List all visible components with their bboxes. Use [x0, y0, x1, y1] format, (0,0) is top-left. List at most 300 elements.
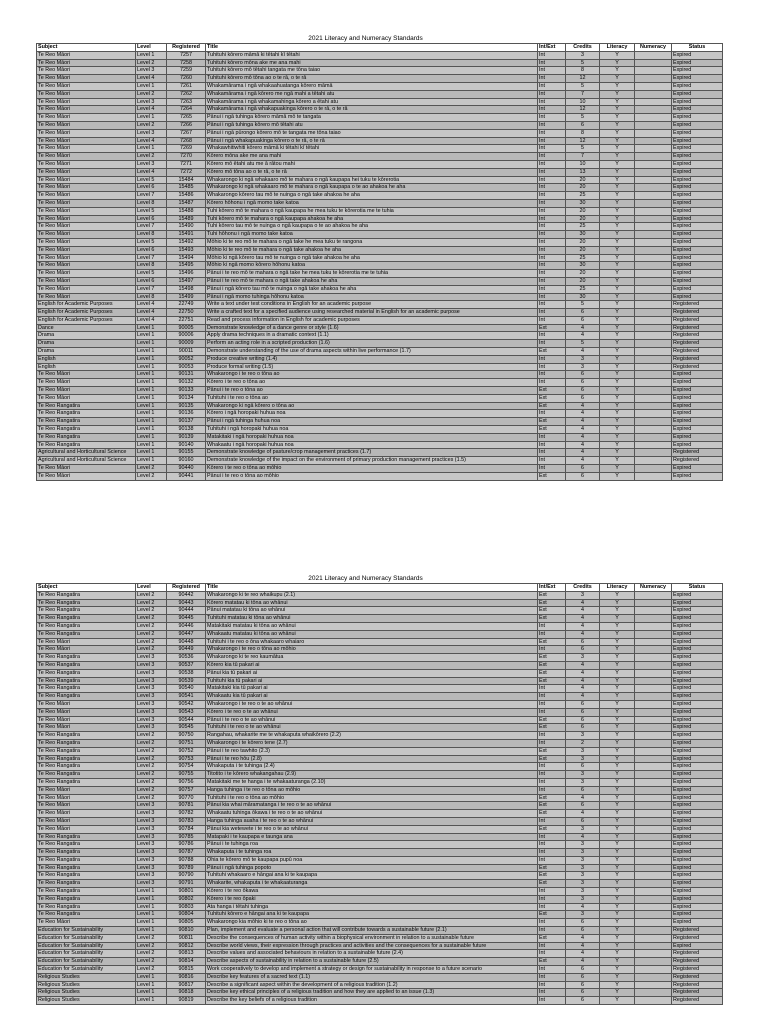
- cell-level: Level 1: [136, 355, 167, 363]
- table-row: [37, 911, 723, 919]
- cell-registered: 90542: [167, 700, 206, 708]
- cell-numeracy: [635, 934, 672, 942]
- cell-subject: Te Reo Māori: [37, 472, 136, 480]
- cell-literacy: Y: [600, 145, 635, 153]
- cell-status: Expired: [672, 747, 723, 755]
- cell-subject: Te Reo Rangatira: [37, 864, 136, 872]
- cell-literacy: Y: [600, 82, 635, 90]
- cell-credits: 6: [566, 465, 600, 473]
- cell-status: Expired: [672, 207, 723, 215]
- cell-registered: 7268: [167, 137, 206, 145]
- cell-status: Expired: [672, 285, 723, 293]
- cell-registered: 15485: [167, 184, 206, 192]
- cell-subject: Education for Sustainability: [37, 966, 136, 974]
- cell-literacy: Y: [600, 309, 635, 317]
- cell-status: Expired: [672, 137, 723, 145]
- cell-subject: Te Reo Rangatira: [37, 872, 136, 880]
- cell-status: Expired: [672, 763, 723, 771]
- cell-literacy: Y: [600, 950, 635, 958]
- cell-title: Pānui matatau ki tōna ao whānui: [206, 607, 538, 615]
- cell-status: Expired: [672, 607, 723, 615]
- cell-registered: 90538: [167, 669, 206, 677]
- cell-registered: 90011: [167, 348, 206, 356]
- table-row: [37, 771, 723, 779]
- cell-title: Whakarongo i te reo o tōna ao: [206, 371, 538, 379]
- cell-numeracy: [635, 223, 672, 231]
- cell-credits: 4: [566, 433, 600, 441]
- cell-numeracy: [635, 293, 672, 301]
- cell-credits: 4: [566, 942, 600, 950]
- cell-status: Expired: [672, 942, 723, 950]
- cell-numeracy: [635, 316, 672, 324]
- cell-subject: Te Reo Māori: [37, 646, 136, 654]
- cell-registered: 90131: [167, 371, 206, 379]
- cell-literacy: Y: [600, 888, 635, 896]
- cell-registered: 90543: [167, 708, 206, 716]
- cell-level: Level 3: [136, 810, 167, 818]
- table-row: [37, 763, 723, 771]
- cell-int-ext: Int: [538, 771, 566, 779]
- cell-subject: Te Reo Māori: [37, 465, 136, 473]
- cell-numeracy: [635, 888, 672, 896]
- cell-level: Level 2: [136, 646, 167, 654]
- cell-status: Registered: [672, 309, 723, 317]
- cell-subject: Te Reo Māori: [37, 145, 136, 153]
- cell-numeracy: [635, 708, 672, 716]
- table-row: [37, 379, 723, 387]
- cell-subject: Te Reo Rangatira: [37, 833, 136, 841]
- cell-subject: Te Reo Māori: [37, 215, 136, 223]
- cell-registered: 90052: [167, 355, 206, 363]
- cell-credits: 4: [566, 607, 600, 615]
- cell-literacy: Y: [600, 903, 635, 911]
- cell-registered: 90754: [167, 763, 206, 771]
- cell-status: Expired: [672, 685, 723, 693]
- cell-credits: 3: [566, 895, 600, 903]
- cell-literacy: Y: [600, 989, 635, 997]
- cell-title: Tuhituhi kōrero e hāngai ana ki te kaupapa: [206, 911, 538, 919]
- cell-status: Expired: [672, 262, 723, 270]
- cell-credits: 6: [566, 379, 600, 387]
- cell-subject: Te Reo Rangatira: [37, 763, 136, 771]
- cell-int-ext: Int: [538, 223, 566, 231]
- cell-title: Describe the consequences of human activity within a biophysical environment in relation to a sustainable future: [206, 934, 538, 942]
- cell-numeracy: [635, 911, 672, 919]
- cell-credits: 7: [566, 153, 600, 161]
- table-row: [37, 402, 723, 410]
- table-row: [37, 747, 723, 755]
- cell-numeracy: [635, 685, 672, 693]
- cell-int-ext: Int: [538, 82, 566, 90]
- cell-title: Kōrero i te reo o tōna ao: [206, 379, 538, 387]
- cell-title: Whakamārama i ngā whakaahuatanga kōrero māmā: [206, 82, 538, 90]
- cell-literacy: Y: [600, 677, 635, 685]
- cell-level: Level 1: [136, 114, 167, 122]
- cell-credits: 30: [566, 262, 600, 270]
- cell-level: Level 1: [136, 348, 167, 356]
- table-row: [37, 67, 723, 75]
- cell-title: Kōrero i te reo o tōna ao mōhio: [206, 465, 538, 473]
- cell-numeracy: [635, 418, 672, 426]
- cell-int-ext: Ext: [538, 934, 566, 942]
- cell-level: Level 6: [136, 277, 167, 285]
- cell-int-ext: Int: [538, 646, 566, 654]
- cell-numeracy: [635, 332, 672, 340]
- cell-status: Registered: [672, 332, 723, 340]
- cell-int-ext: Int: [538, 293, 566, 301]
- cell-int-ext: Int: [538, 778, 566, 786]
- cell-int-ext: Ext: [538, 591, 566, 599]
- cell-level: Level 1: [136, 895, 167, 903]
- cell-level: Level 3: [136, 724, 167, 732]
- cell-registered: 90440: [167, 465, 206, 473]
- table-row: [37, 841, 723, 849]
- cell-int-ext: Int: [538, 465, 566, 473]
- cell-level: Level 2: [136, 607, 167, 615]
- cell-int-ext: Int: [538, 160, 566, 168]
- cell-registered: 90817: [167, 981, 206, 989]
- cell-literacy: Y: [600, 973, 635, 981]
- cell-registered: 7270: [167, 153, 206, 161]
- cell-registered: 90783: [167, 817, 206, 825]
- cell-status: Expired: [672, 153, 723, 161]
- cell-literacy: Y: [600, 363, 635, 371]
- table-row: [37, 981, 723, 989]
- cell-level: Level 2: [136, 786, 167, 794]
- cell-status: Expired: [672, 638, 723, 646]
- cell-credits: 6: [566, 802, 600, 810]
- cell-int-ext: Int: [538, 192, 566, 200]
- cell-subject: Te Reo Māori: [37, 708, 136, 716]
- cell-registered: 90446: [167, 622, 206, 630]
- cell-int-ext: Ext: [538, 387, 566, 395]
- table-row: [37, 693, 723, 701]
- cell-literacy: Y: [600, 786, 635, 794]
- cell-credits: 5: [566, 340, 600, 348]
- cell-registered: 90445: [167, 615, 206, 623]
- cell-credits: 3: [566, 841, 600, 849]
- cell-level: Level 7: [136, 192, 167, 200]
- cell-credits: 20: [566, 270, 600, 278]
- table-row: [37, 934, 723, 942]
- cell-literacy: Y: [600, 316, 635, 324]
- cell-level: Level 3: [136, 833, 167, 841]
- column-header-status: Status: [672, 584, 723, 592]
- cell-status: Expired: [672, 654, 723, 662]
- cell-title: Whakarongo ki te reo kaumātua: [206, 654, 538, 662]
- cell-title: Pānui i ngā tuhinga huhua noa: [206, 418, 538, 426]
- cell-int-ext: Int: [538, 989, 566, 997]
- cell-literacy: Y: [600, 457, 635, 465]
- table-row: [37, 591, 723, 599]
- cell-title: Pānui i ngā pūrongo kōrero mō te tangata me tōna taiao: [206, 129, 538, 137]
- cell-subject: Drama: [37, 340, 136, 348]
- cell-title: Pānui i te reo mō te mahara o ngā take ahakoa he aha: [206, 277, 538, 285]
- cell-literacy: Y: [600, 646, 635, 654]
- cell-title: Pānui i ngā tuhinga kōrero mō tētahi atu: [206, 121, 538, 129]
- table-row: [37, 856, 723, 864]
- cell-status: Registered: [672, 355, 723, 363]
- cell-int-ext: Int: [538, 106, 566, 114]
- cell-title: Demonstrate knowledge of a dance genre or style (1.6): [206, 324, 538, 332]
- cell-title: Whakarongo i te kōrero tene (2.7): [206, 739, 538, 747]
- cell-title: Pānui i ngā whakapuakinga kōrero o te rā, o te rā: [206, 137, 538, 145]
- cell-numeracy: [635, 75, 672, 83]
- cell-int-ext: Int: [538, 942, 566, 950]
- cell-credits: 20: [566, 246, 600, 254]
- cell-credits: 6: [566, 919, 600, 927]
- table-row: [37, 137, 723, 145]
- cell-subject: Te Reo Rangatira: [37, 778, 136, 786]
- cell-status: Expired: [672, 231, 723, 239]
- cell-title: Whakaputa i te tuhinga roa: [206, 849, 538, 857]
- table-row: [37, 927, 723, 935]
- cell-credits: 4: [566, 833, 600, 841]
- table-row: [37, 950, 723, 958]
- cell-title: Pānui i te reo o te ao whānui: [206, 716, 538, 724]
- cell-credits: 3: [566, 825, 600, 833]
- cell-literacy: Y: [600, 771, 635, 779]
- cell-level: Level 1: [136, 410, 167, 418]
- table-row: [37, 638, 723, 646]
- cell-literacy: Y: [600, 763, 635, 771]
- cell-subject: Te Reo Rangatira: [37, 669, 136, 677]
- cell-level: Level 3: [136, 669, 167, 677]
- cell-status: Registered: [672, 927, 723, 935]
- cell-int-ext: Int: [538, 59, 566, 67]
- cell-subject: Te Reo Māori: [37, 137, 136, 145]
- cell-status: Expired: [672, 841, 723, 849]
- cell-registered: 90752: [167, 747, 206, 755]
- cell-status: Expired: [672, 145, 723, 153]
- cell-registered: 15499: [167, 293, 206, 301]
- table-row: [37, 903, 723, 911]
- cell-registered: 90757: [167, 786, 206, 794]
- cell-int-ext: Int: [538, 371, 566, 379]
- cell-credits: 3: [566, 771, 600, 779]
- cell-status: Expired: [672, 387, 723, 395]
- cell-status: Expired: [672, 472, 723, 480]
- cell-numeracy: [635, 433, 672, 441]
- cell-literacy: Y: [600, 371, 635, 379]
- cell-title: Describe world views, their expression through practices and activities and the consequences for a sustainable future: [206, 942, 538, 950]
- cell-credits: 6: [566, 716, 600, 724]
- table-row: [37, 457, 723, 465]
- cell-registered: 90442: [167, 591, 206, 599]
- cell-numeracy: [635, 340, 672, 348]
- cell-numeracy: [635, 997, 672, 1005]
- cell-level: Level 1: [136, 989, 167, 997]
- cell-literacy: Y: [600, 410, 635, 418]
- cell-int-ext: Ext: [538, 402, 566, 410]
- table-row: [37, 810, 723, 818]
- cell-registered: 7264: [167, 106, 206, 114]
- cell-registered: 15498: [167, 285, 206, 293]
- cell-credits: 2: [566, 739, 600, 747]
- table-row: [37, 129, 723, 137]
- cell-level: Level 8: [136, 262, 167, 270]
- cell-credits: 13: [566, 168, 600, 176]
- cell-registered: 90805: [167, 919, 206, 927]
- cell-int-ext: Int: [538, 238, 566, 246]
- cell-numeracy: [635, 856, 672, 864]
- cell-int-ext: Ext: [538, 654, 566, 662]
- cell-registered: 90819: [167, 997, 206, 1005]
- cell-credits: 4: [566, 402, 600, 410]
- cell-credits: 4: [566, 599, 600, 607]
- cell-registered: 90811: [167, 934, 206, 942]
- cell-numeracy: [635, 607, 672, 615]
- table-row: [37, 622, 723, 630]
- cell-int-ext: Int: [538, 262, 566, 270]
- cell-registered: 90140: [167, 441, 206, 449]
- cell-status: Expired: [672, 433, 723, 441]
- table-row: [37, 121, 723, 129]
- column-header-level: Level: [136, 44, 167, 52]
- cell-status: Expired: [672, 238, 723, 246]
- cell-numeracy: [635, 747, 672, 755]
- cell-int-ext: Int: [538, 67, 566, 75]
- cell-int-ext: Ext: [538, 418, 566, 426]
- cell-int-ext: Int: [538, 441, 566, 449]
- cell-int-ext: Int: [538, 786, 566, 794]
- cell-subject: Te Reo Māori: [37, 121, 136, 129]
- cell-literacy: Y: [600, 238, 635, 246]
- cell-literacy: Y: [600, 137, 635, 145]
- cell-credits: 12: [566, 75, 600, 83]
- cell-title: Hanga tuhinga i te reo o tōna ao mōhio: [206, 786, 538, 794]
- cell-literacy: Y: [600, 67, 635, 75]
- cell-subject: Te Reo Māori: [37, 153, 136, 161]
- cell-literacy: Y: [600, 160, 635, 168]
- cell-literacy: Y: [600, 355, 635, 363]
- cell-numeracy: [635, 989, 672, 997]
- cell-status: Registered: [672, 348, 723, 356]
- table-row: [37, 199, 723, 207]
- table-row: [37, 615, 723, 623]
- cell-subject: Te Reo Māori: [37, 184, 136, 192]
- cell-numeracy: [635, 394, 672, 402]
- cell-status: Expired: [672, 184, 723, 192]
- table-row: [37, 441, 723, 449]
- standards-table: [36, 583, 723, 1005]
- cell-credits: 30: [566, 293, 600, 301]
- table-row: [37, 654, 723, 662]
- cell-literacy: Y: [600, 394, 635, 402]
- cell-registered: 7261: [167, 82, 206, 90]
- cell-literacy: Y: [600, 817, 635, 825]
- cell-title: Kōrero mō ētahi atu me ā rātou mahi: [206, 160, 538, 168]
- cell-literacy: Y: [600, 340, 635, 348]
- cell-subject: Te Reo Rangatira: [37, 677, 136, 685]
- cell-status: Registered: [672, 316, 723, 324]
- cell-int-ext: Ext: [538, 880, 566, 888]
- cell-level: Level 2: [136, 615, 167, 623]
- table-row: [37, 215, 723, 223]
- cell-title: Tuhi kōrero tau mō te nuinga o ngā kaupapa o te ao ahakoa he aha: [206, 223, 538, 231]
- cell-registered: 7258: [167, 59, 206, 67]
- cell-numeracy: [635, 872, 672, 880]
- cell-registered: 90139: [167, 433, 206, 441]
- cell-credits: 6: [566, 724, 600, 732]
- cell-status: Registered: [672, 973, 723, 981]
- cell-numeracy: [635, 379, 672, 387]
- cell-status: Expired: [672, 160, 723, 168]
- table-row: [37, 262, 723, 270]
- table-row: [37, 732, 723, 740]
- cell-level: Level 1: [136, 324, 167, 332]
- cell-status: Expired: [672, 293, 723, 301]
- cell-level: Level 1: [136, 387, 167, 395]
- cell-subject: Te Reo Māori: [37, 231, 136, 239]
- cell-int-ext: Ext: [538, 599, 566, 607]
- table-row: [37, 997, 723, 1005]
- cell-credits: 3: [566, 591, 600, 599]
- cell-registered: 90545: [167, 724, 206, 732]
- cell-subject: Te Reo Māori: [37, 270, 136, 278]
- cell-title: Mōhio ki te reo mō te mahara o ngā take ahakoa he aha: [206, 246, 538, 254]
- cell-literacy: Y: [600, 927, 635, 935]
- cell-registered: 90789: [167, 864, 206, 872]
- cell-subject: Te Reo Māori: [37, 238, 136, 246]
- cell-subject: Te Reo Māori: [37, 114, 136, 122]
- cell-subject: Te Reo Māori: [37, 223, 136, 231]
- column-header-registered: Registered: [167, 584, 206, 592]
- cell-status: Expired: [672, 911, 723, 919]
- cell-int-ext: Int: [538, 184, 566, 192]
- cell-literacy: Y: [600, 215, 635, 223]
- cell-title: Rangahau, whakarite me te whakaputa whaikōrero (2.2): [206, 732, 538, 740]
- cell-literacy: Y: [600, 755, 635, 763]
- table-row: [37, 833, 723, 841]
- cell-int-ext: Int: [538, 340, 566, 348]
- cell-credits: 20: [566, 215, 600, 223]
- cell-credits: 6: [566, 371, 600, 379]
- cell-registered: 90537: [167, 661, 206, 669]
- cell-level: Level 3: [136, 716, 167, 724]
- cell-status: Expired: [672, 246, 723, 254]
- table-row: [37, 433, 723, 441]
- cell-credits: 5: [566, 301, 600, 309]
- cell-title: Kōrero mō tōna ao o te rā, o te rā: [206, 168, 538, 176]
- cell-registered: 90539: [167, 677, 206, 685]
- cell-status: Expired: [672, 168, 723, 176]
- cell-registered: 90784: [167, 825, 206, 833]
- cell-credits: 4: [566, 418, 600, 426]
- cell-subject: Te Reo Māori: [37, 802, 136, 810]
- cell-title: Pānui kia wetewete i te reo o te ao whānui: [206, 825, 538, 833]
- cell-registered: 7265: [167, 114, 206, 122]
- cell-level: Level 2: [136, 59, 167, 67]
- cell-registered: 90134: [167, 394, 206, 402]
- cell-subject: Te Reo Rangatira: [37, 654, 136, 662]
- cell-title: Pānui i te reo o tōna ao: [206, 387, 538, 395]
- cell-status: Expired: [672, 661, 723, 669]
- cell-level: Level 2: [136, 121, 167, 129]
- table-row: [37, 153, 723, 161]
- table-row: [37, 246, 723, 254]
- cell-level: Level 1: [136, 394, 167, 402]
- table-row: [37, 669, 723, 677]
- cell-level: Level 7: [136, 254, 167, 262]
- cell-literacy: Y: [600, 591, 635, 599]
- cell-subject: Te Reo Rangatira: [37, 771, 136, 779]
- cell-credits: 6: [566, 997, 600, 1005]
- cell-int-ext: Int: [538, 137, 566, 145]
- cell-registered: 90785: [167, 833, 206, 841]
- cell-status: Expired: [672, 708, 723, 716]
- cell-status: Expired: [672, 700, 723, 708]
